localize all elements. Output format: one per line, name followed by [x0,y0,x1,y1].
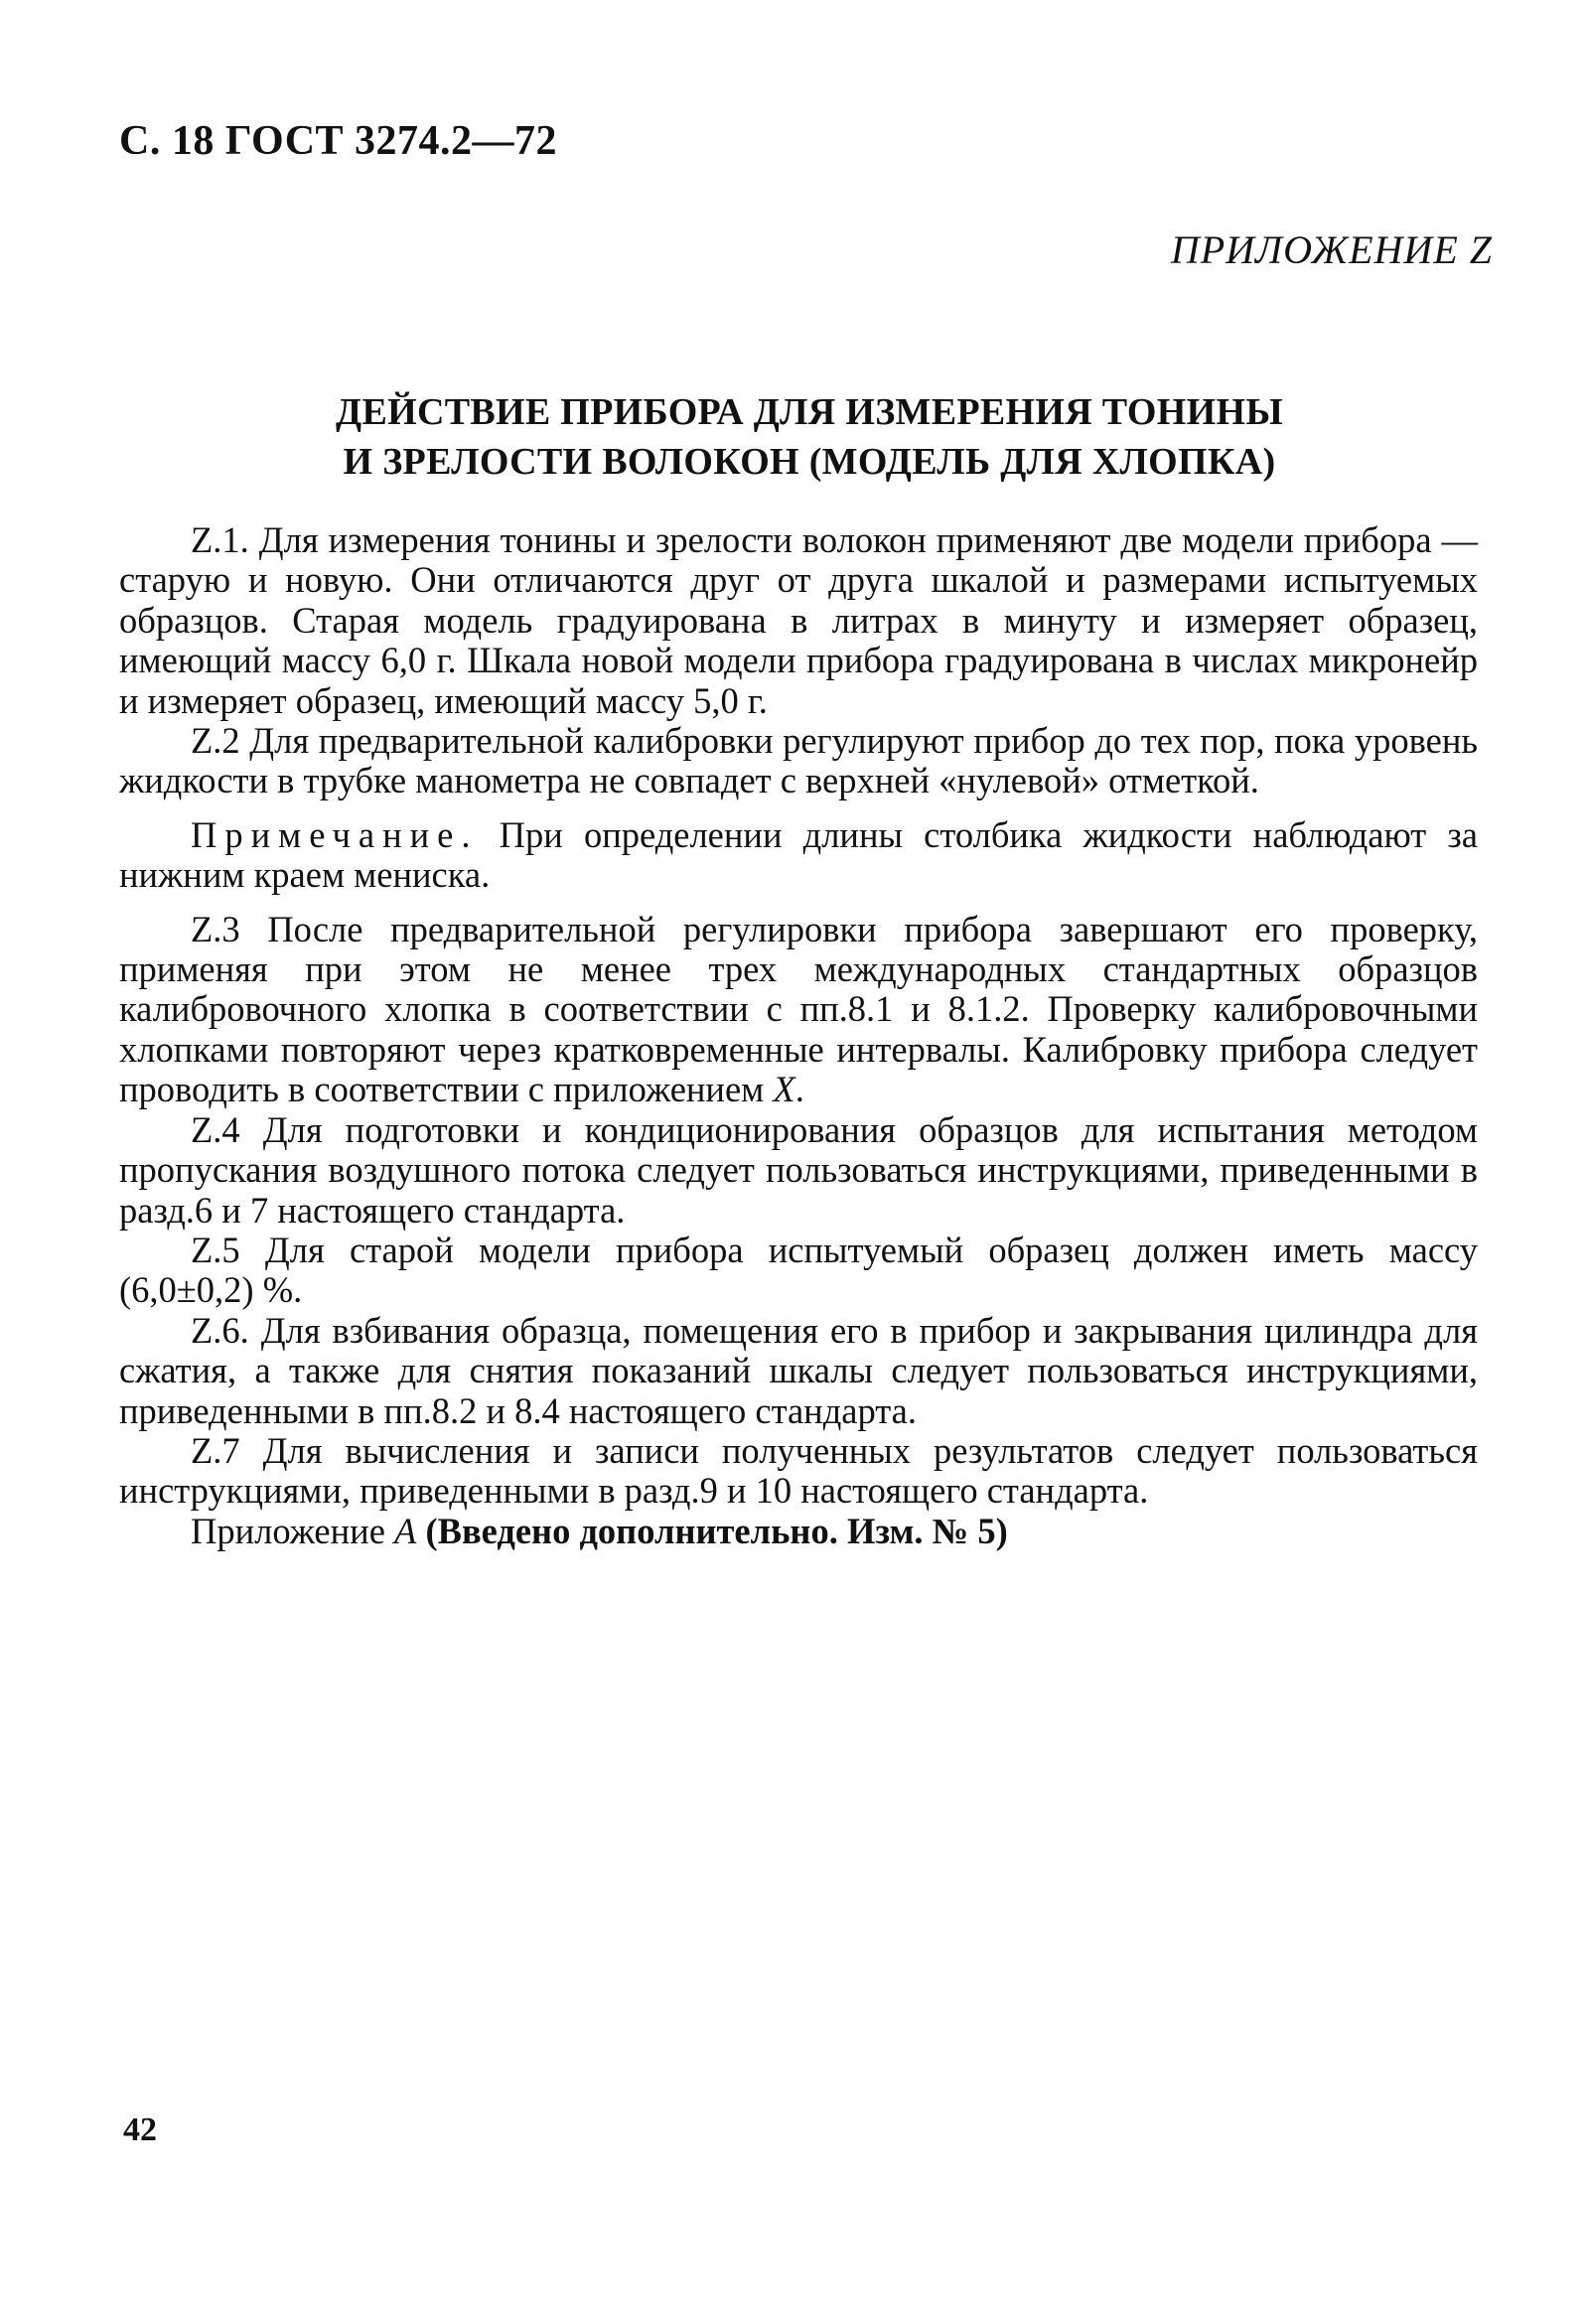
note-paragraph [119,815,1478,896]
paragraph-z5: Z.5 Для старой модели прибора испытуемый образец должен иметь массу (6,0±0,2) %. [119,1229,1478,1311]
amendment-prefix: Приложение [191,1510,395,1551]
page-number: 42 [123,2111,157,2148]
paragraph-z3 [119,910,1478,1110]
document-body [119,520,1478,1551]
paragraph-z7: Z.7 Для вычисления и записи полученных результатов следует пользоваться инструкциями, приведенными в разд.9 и 10 настоящего стандарта. [119,1429,1478,1512]
appendix-reference-letter: X [773,1069,795,1110]
page-header: С. 18 ГОСТ 3274.2—72 [119,118,558,164]
appendix-label: ПРИЛОЖЕНИЕ Z [1170,227,1493,272]
amendment-letter: А [394,1510,417,1551]
paragraph-z3-text: Z.3 После предварительной регулировки прибора завершают его проверку, применяя при этом не менее трех международных стандартных образцов калибровочного хлопка в соответствии с пп.8.1 и 8.1.2. Проверку калибровочными хлопками повторяют через кратковременные интервалы. Калибровку прибора следует проводить в соответствии с приложением [119,908,1478,1110]
note-text: При определении длины столбика жидкости наблюдают за нижним краем мениска. [119,813,1478,896]
paragraph-z4: Z.4 Для подготовки и кондиционирования образцов для испытания методом пропускания воздушного потока следует пользоваться инструкциями, приведенными в разд.6 и 7 настоящего стандарта. [119,1108,1478,1231]
amendment-note [119,1512,1478,1551]
paragraph-z6: Z.6. Для взбивания образца, помещения его в прибор и закрывания цилиндра для сжатия, а также для снятия показаний шкалы следует пользоваться инструкциями, приведенными в пп.8.2 и 8.4 настоящего стандарта. [119,1309,1478,1431]
paragraph-z3-end: . [794,1069,804,1110]
section-title [149,387,1470,487]
paragraph-z1: Z.1. Для измерения тонины и зрелости волокон применяют две модели прибора — старую и новую. Они отличаются друг от друга шкалой и размерами испытуемых образцов. Старая модель градуирована в литрах в минуту и измеряет образец, имеющий массу 6,0 г. Шкала новой модели прибора градуирована в числах микронейр и измеряет образец, имеющий массу 5,0 г. [119,519,1478,721]
amendment-bold-text: (Введено дополнительно. Изм. № 5) [416,1510,1008,1551]
note-label: Примечание. [191,813,479,855]
paragraph-z2: Z.2 Для предварительной калибровки регулируют прибор до тех пор, пока уровень жидкости в трубке манометра не совпадет с верхней «нулевой» отметкой. [119,720,1478,801]
section-title-line-2: И ЗРЕЛОСТИ ВОЛОКОН (МОДЕЛЬ ДЛЯ ХЛОПКА) [343,441,1276,483]
section-title-line-1: ДЕЙСТВИЕ ПРИБОРА ДЛЯ ИЗМЕРЕНИЯ ТОНИНЫ [336,391,1283,433]
